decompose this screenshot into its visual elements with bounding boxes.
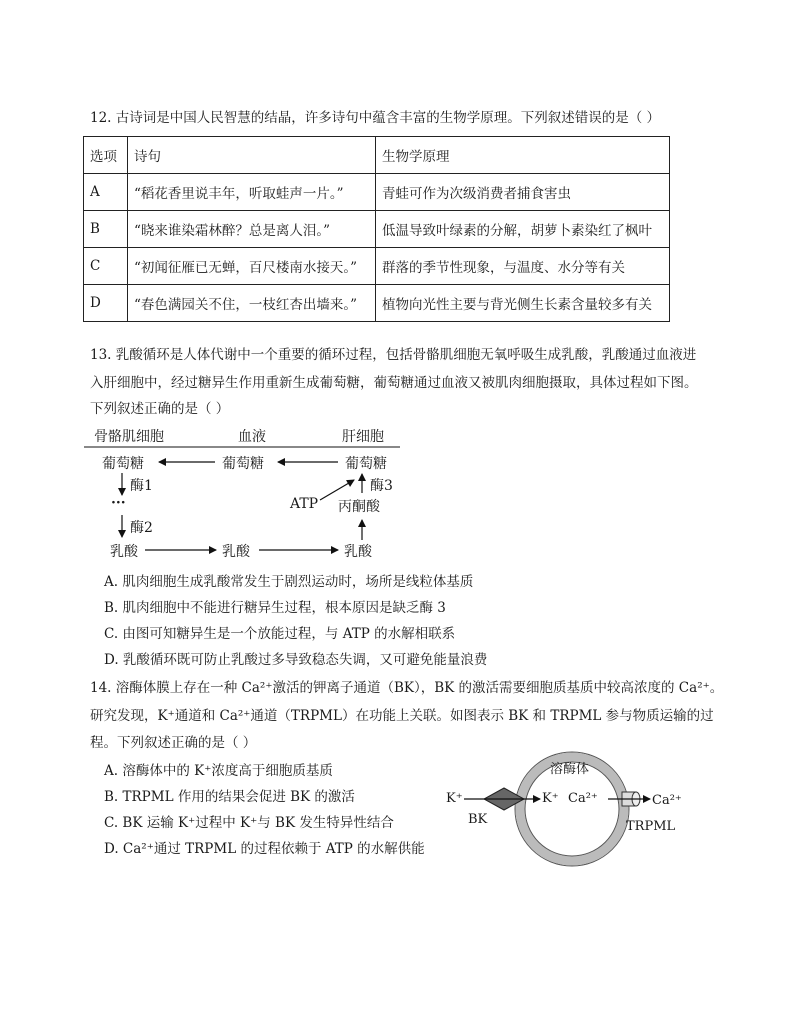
col-liver-label: 肝细胞 [342, 429, 384, 445]
q14-option-a: A. 溶酶体中的 K⁺浓度高于细胞质基质 [104, 763, 333, 779]
lactate-liver: 乳酸 [344, 544, 372, 560]
q13-option-c: C. 由图可知糖异生是一个放能过程，与 ATP 的水解相联系 [104, 626, 456, 642]
table-row [84, 211, 670, 248]
table-cell: A [84, 174, 128, 211]
header-cell-poem: 诗句 [128, 137, 376, 174]
lysosome-label: 溶酶体 [550, 762, 590, 777]
table-cell: “初闻征雁已无蝉，百尺楼南水接天。” [128, 248, 376, 285]
header-cell-option: 选项 [84, 137, 128, 174]
enzyme1-label: 酶1 [130, 478, 153, 494]
table-cell: “春色满园关不住，一枝红杏出墙来。” [128, 285, 376, 322]
table-cell: “晓来谁染霜林醉？总是离人泪。” [128, 211, 376, 248]
q14-stem-line1: 14. 溶酶体膜上存在一种 Ca²⁺激活的钾离子通道（BK），BK 的激活需要细胞质基质中较高浓度的 Ca²⁺。 [90, 680, 724, 696]
table-cell: D [84, 285, 128, 322]
k-inside-label: K⁺ [542, 791, 559, 806]
ca-outside-label: Ca²⁺ [652, 793, 682, 808]
q14-stem-line3: 程。下列叙述正确的是（ ） [90, 735, 257, 751]
lactate-cycle-diagram [80, 422, 420, 572]
q13-option-a: A. 肌肉细胞生成乳酸常发生于剧烈运动时，场所是线粒体基质 [104, 574, 474, 590]
glucose-blood: 葡萄糖 [222, 456, 264, 472]
q14-option-d: D. Ca²⁺通过 TRPML 的过程依赖于 ATP 的水解供能 [104, 841, 425, 857]
table-cell: 青蛙可作为次级消费者捕食害虫 [376, 174, 670, 211]
q12-table [83, 136, 670, 322]
bk-label: BK [468, 812, 488, 827]
q14-option-b: B. TRPML 作用的结果会促进 BK 的激活 [104, 789, 355, 805]
atp-label: ATP [290, 496, 319, 512]
table-cell: 低温导致叶绿素的分解，胡萝卜素染红了枫叶 [376, 211, 670, 248]
k-outside-label: K⁺ [446, 791, 463, 806]
table-cell: B [84, 211, 128, 248]
trpml-label: TRPML [626, 819, 676, 834]
table-row [84, 248, 670, 285]
table-cell: 群落的季节性现象，与温度、水分等有关 [376, 248, 670, 285]
table-header-row [84, 137, 670, 174]
col-muscle-label: 骨骼肌细胞 [94, 429, 164, 445]
col-blood-label: 血液 [238, 429, 266, 445]
table-row [84, 285, 670, 322]
ellipsis-dots: ··· [111, 495, 126, 511]
pyruvate-label: 丙酮酸 [338, 499, 380, 515]
lysosome-figure [438, 746, 708, 872]
glucose-liver: 葡萄糖 [345, 456, 387, 472]
q13-stem-line2: 入肝细胞中，经过糖异生作用重新生成葡萄糖，葡萄糖通过血液又被肌肉细胞摄取，具体过程如下图。 [90, 375, 698, 391]
lactate-muscle: 乳酸 [110, 544, 138, 560]
table-cell: “稻花香里说丰年，听取蛙声一片。” [128, 174, 376, 211]
glucose-muscle: 葡萄糖 [102, 456, 144, 472]
ca-inside-label: Ca²⁺ [568, 791, 598, 806]
q13-stem-line3: 下列叙述正确的是（ ） [90, 401, 230, 417]
enzyme3-label: 酶3 [370, 478, 393, 494]
q14-stem-line2: 研究发现，K⁺通道和 Ca²⁺通道（TRPML）在功能上关联。如图表示 BK 和 TRPML 参与物质运输的过 [90, 708, 714, 724]
q12-stem: 12. 古诗词是中国人民智慧的结晶，许多诗句中蕴含丰富的生物学原理。下列叙述错误的是（ ） [90, 110, 661, 126]
header-cell-principle: 生物学原理 [376, 137, 670, 174]
q14-option-c: C. BK 运输 K⁺过程中 K⁺与 BK 发生特异性结合 [104, 815, 394, 831]
q13-stem-line1: 13. 乳酸循环是人体代谢中一个重要的循环过程，包括骨骼肌细胞无氧呼吸生成乳酸，乳酸通过血液进 [90, 347, 697, 363]
lactate-blood: 乳酸 [222, 544, 250, 560]
table-cell: 植物向光性主要与背光侧生长素含量较多有关 [376, 285, 670, 322]
q13-option-b: B. 肌肉细胞中不能进行糖异生过程，根本原因是缺乏酶 3 [104, 600, 446, 616]
q13-option-d: D. 乳酸循环既可防止乳酸过多导致稳态失调，又可避免能量浪费 [104, 652, 488, 668]
table-cell: C [84, 248, 128, 285]
enzyme2-label: 酶2 [130, 520, 153, 536]
table-row [84, 174, 670, 211]
